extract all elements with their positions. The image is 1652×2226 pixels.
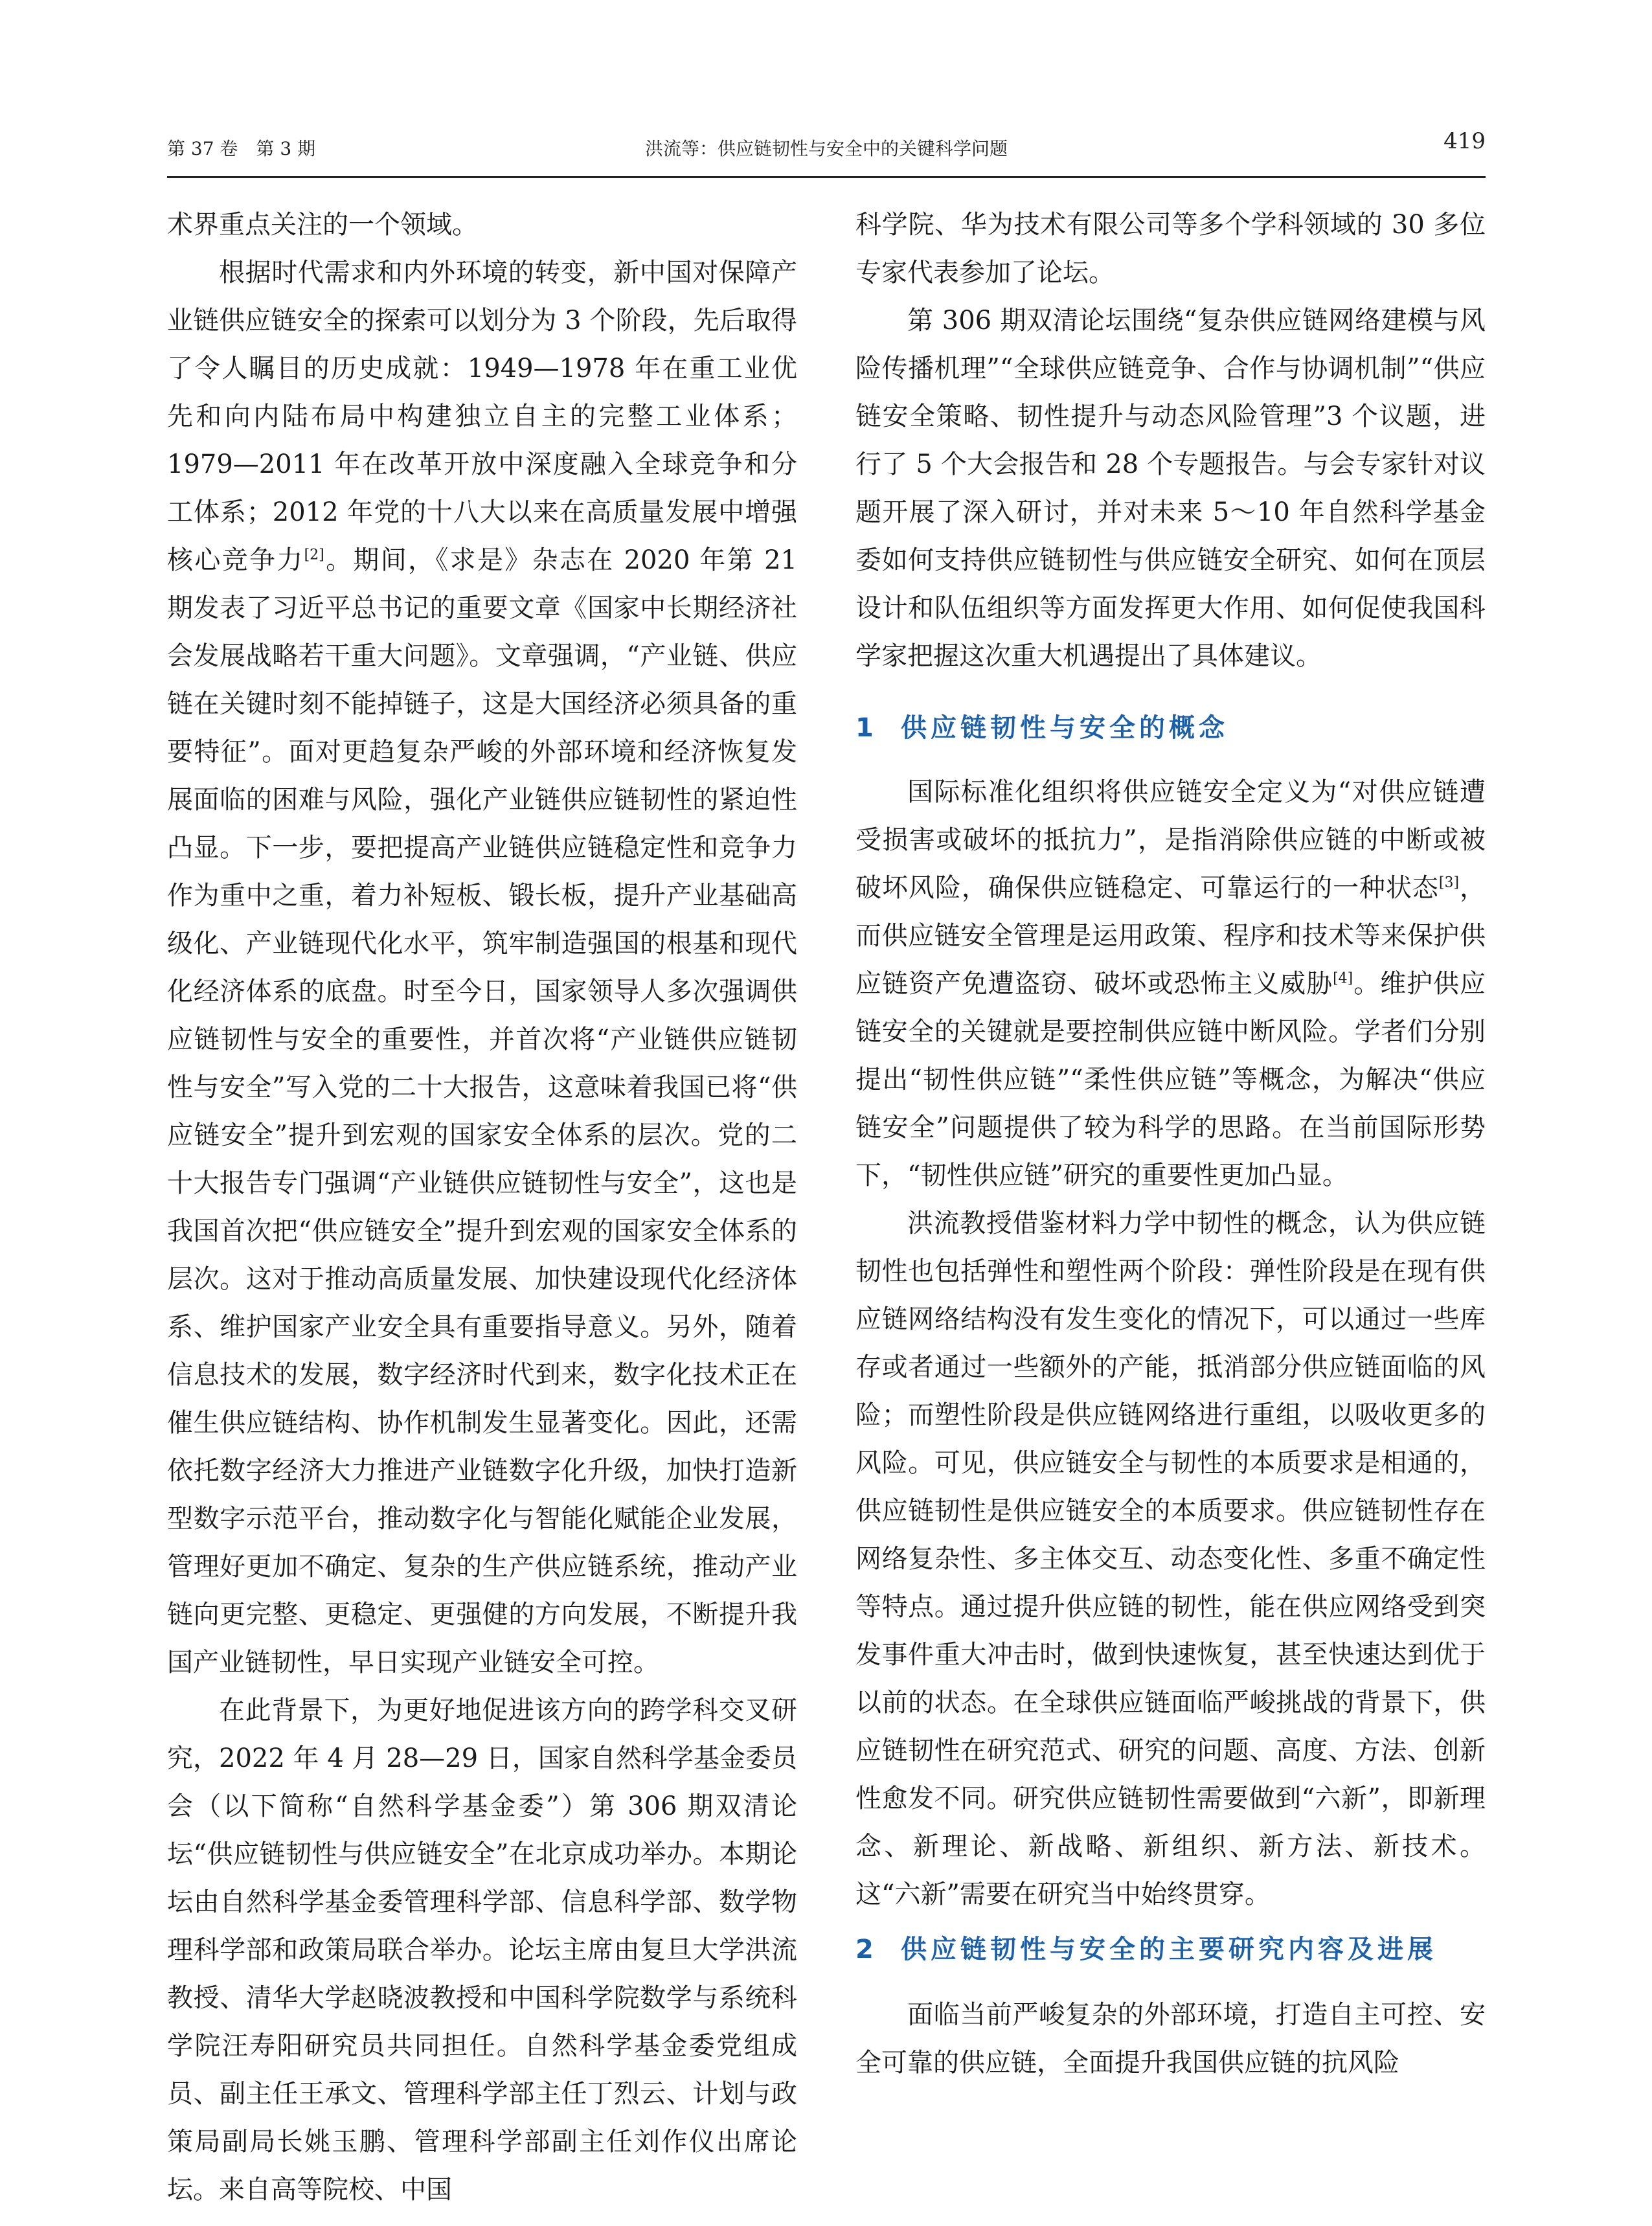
paragraph: 第 306 期双清论坛围绕“复杂供应链网络建模与风险传播机理”“全球供应链竞争、合作与协调机制”“供应链安全策略、韧性提升与动态风险管理”3 个议题，进行了 5 个大会报告和 28 个专题报告。与会专家针对议题开展了深入研讨，并对未来 5～10 年自然科学基金委如何支持供应链韧性与供应链安全研究、如何在顶层设计和队伍组织等方面发挥更大作用、如何促使我国科学家把握这次重大机遇提出了具体建议。 (855, 306, 1486, 671)
section-heading-wrapper (855, 680, 1486, 742)
paragraph (167, 249, 797, 1687)
paragraph: 科学院、华为技术有限公司等多个学科领域的 30 多位专家代表参加了论坛。 (855, 210, 1486, 288)
paragraph: 洪流教授借鉴材料力学中韧性的概念，认为供应链韧性也包括弹性和塑性两个阶段：弹性阶段是在现有供应链网络结构没有发生变化的情况下，可以通过一些库存或者通过一些额外的产能，抵消部分供应链面临的风险；而塑性阶段是供应链网络进行重组，以吸收更多的风险。可见，供应链安全与韧性的本质要求是相通的，供应链韧性是供应链安全的本质要求。供应链韧性存在网络复杂性、多主体交互、动态变化性、多重不确定性等特点。通过提升供应链的韧性，能在供应网络受到突发事件重大冲击时，做到快速恢复，甚至快速达到优于以前的状态。在全球供应链面临严峻挑战的背景下，供应链韧性在研究范式、研究的问题、高度、方法、创新性愈发不同。研究供应链韧性需要做到“六新”，即新理念、新理论、新战略、新组织、新方法、新技术。这“六新”需要在研究当中始终贯穿。 (855, 1209, 1486, 1909)
page-number: 419 (1443, 128, 1486, 154)
section-title: 供应链韧性与安全的主要研究内容及进展 (901, 1935, 1437, 1964)
citation: [2] (304, 547, 324, 563)
header-rule (167, 176, 1486, 178)
paragraph: 面临当前严峻复杂的外部环境，打造自主可控、安全可靠的供应链，全面提升我国供应链的抗风险 (855, 2000, 1486, 2078)
paragraph-text: 根据时代需求和内外环境的转变，新中国对保障产业链供应链安全的探索可以划分为 3 个阶段，先后取得了令人瞩目的历史成就：1949—1978 年在重工业优先和向内陆布局中构建独立自主的完整工业体系；1979—2011 年在改革开放中深度融入全球竞争和分工体系；2012 年党的十八大以来在高质量发展中增强核心竞争力 (167, 258, 797, 575)
volume-issue: 第 37 卷 第 3 期 (167, 138, 316, 159)
citation: [3] (1438, 874, 1460, 891)
paragraph-text: 。维护供应链安全的关键就是要控制供应链中断风险。学者们分别提出“韧性供应链”“柔性供应链”等概念，为解决“供应链安全”问题提供了较为科学的思路。在当前国际形势下，“韧性供应链”研究的重要性更加凸显。 (855, 969, 1486, 1190)
right-column (855, 201, 1486, 2144)
paragraph (855, 768, 1486, 1199)
section-heading (855, 706, 1486, 750)
section-number: 1 (855, 713, 874, 743)
paragraph-text: ，而供应链安全管理是运用政策、程序和技术等来保护供应链资产免遭盗窃、破坏或恐怖主义威胁 (855, 873, 1486, 999)
paragraph-text: 。期间，《求是》杂志在 2020 年第 21 期发表了习近平总书记的重要文章《国家中长期经济社会发展战略若干重大问题》。文章强调，“产业链、供应链在关键时刻不能掉链子，这是大国经济必须具备的重要特征”。面对更趋复杂严峻的外部环境和经济恢复发展面临的困难与风险，强化产业链供应链韧性的紧迫性凸显。下一步，要把提高产业链供应链稳定性和竞争力作为重中之重，着力补短板、锻长板，提升产业基础高级化、产业链现代化水平，筑牢制造强国的根基和现代化经济体系的底盘。时至今日，国家领导人多次强调供应链韧性与安全的重要性，并首次将“产业链供应链韧性与安全”写入党的二十大报告，这意味着我国已将“供应链安全”提升到宏观的国家安全体系的层次。党的二十大报告专门强调“产业链供应链韧性与安全”，这也是我国首次把“供应链安全”提升到宏观的国家安全体系的层次。这对于推动高质量发展、加快建设现代化经济体系、维护国家产业安全具有重要指导意义。另外，随着信息技术的发展，数字经济时代到来，数字化技术正在催生供应链结构、协作机制发生显著变化。因此，还需依托数字经济大力推进产业链数字化升级，加快打造新型数字示范平台，推动数字化与智能化赋能企业发展，管理好更加不确定、复杂的生产供应链系统，推动产业链向更完整、更稳定、更强健的方向发展，不断提升我国产业链韧性，早日实现产业链安全可控。 (167, 545, 798, 1677)
section-title: 供应链韧性与安全的概念 (901, 713, 1228, 743)
section-number: 2 (855, 1935, 874, 1964)
left-column (167, 201, 798, 2205)
paragraph: 在此背景下，为更好地促进该方向的跨学科交叉研究，2022 年 4 月 28—29 日，国家自然科学基金委员会（以下简称“自然科学基金委”）第 306 期双清论坛“供应链韧性与供应链安全”在北京成功举办。本期论坛由自然科学基金委管理科学部、信息科学部、数学物理科学部和政策局联合举办。论坛主席由复旦大学洪流教授、清华大学赵晓波教授和中国科学院数学与系统科学院汪寿阳研究员共同担任。自然科学基金委党组成员、副主任王承文、管理科学部主任丁烈云、计划与政策局副局长姚玉鹏、管理科学部副主任刘作仪出席论坛。来自高等院校、中国 (167, 1696, 797, 2205)
citation: [4] (1333, 970, 1353, 987)
running-header (167, 123, 1486, 175)
paragraph-text: 国际标准化组织将供应链安全定义为“对供应链遭受损害或破坏的抵抗力”，是指消除供应链的中断或被破坏风险，确保供应链稳定、可靠运行的一种状态 (855, 777, 1486, 903)
section-heading (855, 1927, 1486, 1971)
running-title: 洪流等：供应链韧性与安全中的关键科学问题 (644, 138, 1008, 159)
paragraph: 术界重点关注的一个领域。 (167, 210, 478, 240)
